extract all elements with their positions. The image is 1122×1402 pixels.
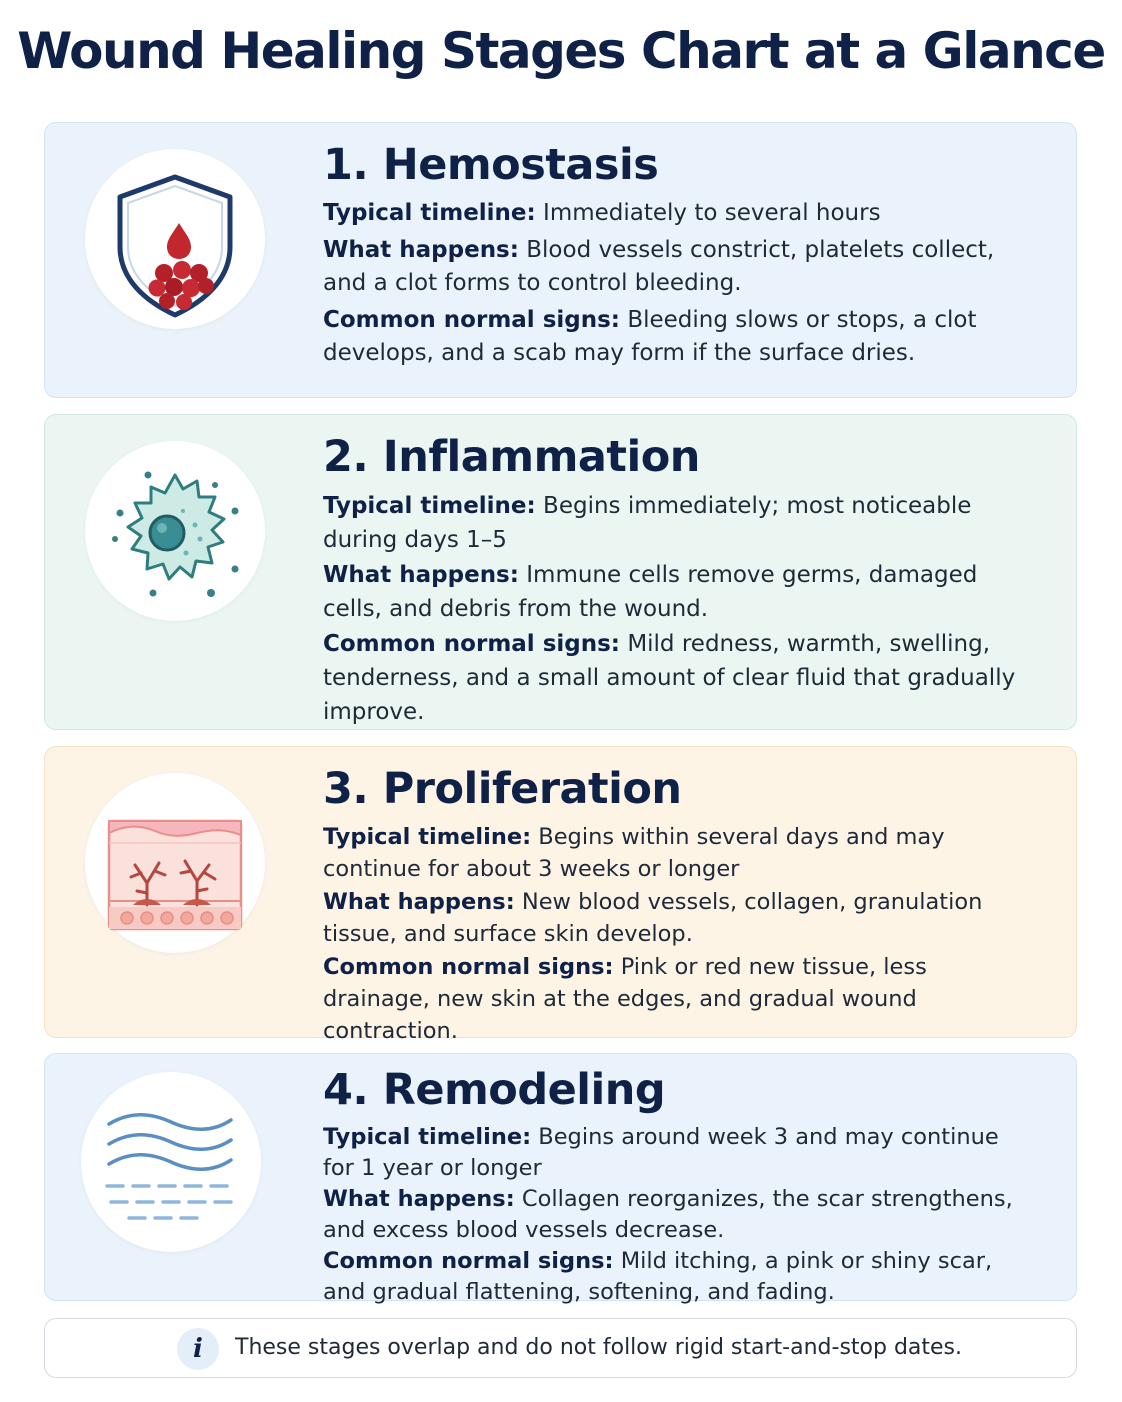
normal-signs-text: Bleeding slows or stops, a clot develops, and a scab may form if the surface dries. [323,307,977,366]
what-happens-row [323,558,1036,626]
skin-tissue-icon [85,773,265,953]
collagen-waves-icon [81,1072,261,1252]
stage-icon-circle [85,773,265,953]
shield-blood-drop-icon [85,149,265,329]
normal-signs-text: Mild redness, warmth, swelling, tenderness, and a small amount of clear fluid that gradually improve. [323,631,1016,725]
stage-card-inflammation [44,414,1077,730]
page-title: Wound Healing Stages Chart at a Glance [17,22,1105,80]
timeline-text: Begins around week 3 and may continue for 1 year or longer [323,1124,999,1181]
timeline-label: Typical timeline: [323,200,536,226]
timeline-text: Immediately to several hours [543,200,881,226]
what-happens-label: What happens: [323,889,515,915]
timeline-row [323,489,1036,557]
stage-content [323,1062,1036,1308]
timeline-text: Begins within several days and may continue for about 3 weeks or longer [323,824,945,882]
stage-title: 2. Inflammation [323,432,700,482]
stage-card-remodeling [44,1053,1077,1305]
timeline-text: Begins immediately; most noticeable during days 1–5 [323,493,972,553]
overlap-note [44,1318,1077,1378]
what-happens-label: What happens: [323,562,519,588]
normal-signs-row [323,951,1036,1047]
normal-signs-label: Common normal signs: [323,631,620,657]
what-happens-text: Immune cells remove germs, damaged cells, and debris from the wound. [323,562,978,622]
stage-icon-circle [85,149,265,329]
timeline-row [323,821,1036,885]
immune-cell-icon [85,441,265,621]
what-happens-row [323,886,1036,950]
stage-title: 3. Proliferation [323,764,682,814]
normal-signs-row [323,304,1036,370]
timeline-row [323,1122,1036,1184]
timeline-label: Typical timeline: [323,824,532,850]
what-happens-row [323,1184,1036,1246]
stage-content [323,761,1036,1048]
normal-signs-label: Common normal signs: [323,307,620,333]
note-text: These stages overlap and do not follow rigid start-and-stop dates. [235,1335,963,1360]
stage-title: 4. Remodeling [323,1065,666,1115]
timeline-label: Typical timeline: [323,493,536,519]
what-happens-row [323,234,1036,300]
stage-content [323,137,1036,374]
timeline-row [323,197,1036,230]
normal-signs-row [323,1246,1036,1308]
info-icon: i [177,1328,219,1370]
what-happens-text: Collagen reorganizes, the scar strengthens, and excess blood vessels decrease. [323,1186,1013,1243]
what-happens-label: What happens: [323,1186,515,1212]
normal-signs-text: Pink or red new tissue, less drainage, new skin at the edges, and gradual wound contraction. [323,954,927,1044]
stage-content [323,429,1036,730]
normal-signs-text: Mild itching, a pink or shiny scar, and gradual flattening, softening, and fading. [323,1248,993,1305]
stage-icon-circle [85,441,265,621]
normal-signs-row [323,627,1036,729]
what-happens-label: What happens: [323,237,519,263]
what-happens-text: Blood vessels constrict, platelets collect, and a clot forms to control bleeding. [323,237,995,296]
normal-signs-label: Common normal signs: [323,954,614,980]
stage-icon-circle [81,1072,261,1252]
stage-card-hemostasis [44,122,1077,398]
stage-card-proliferation [44,746,1077,1044]
stage-title: 1. Hemostasis [323,140,659,190]
what-happens-text: New blood vessels, collagen, granulation tissue, and surface skin develop. [323,889,983,947]
normal-signs-label: Common normal signs: [323,1248,614,1274]
timeline-label: Typical timeline: [323,1124,532,1150]
